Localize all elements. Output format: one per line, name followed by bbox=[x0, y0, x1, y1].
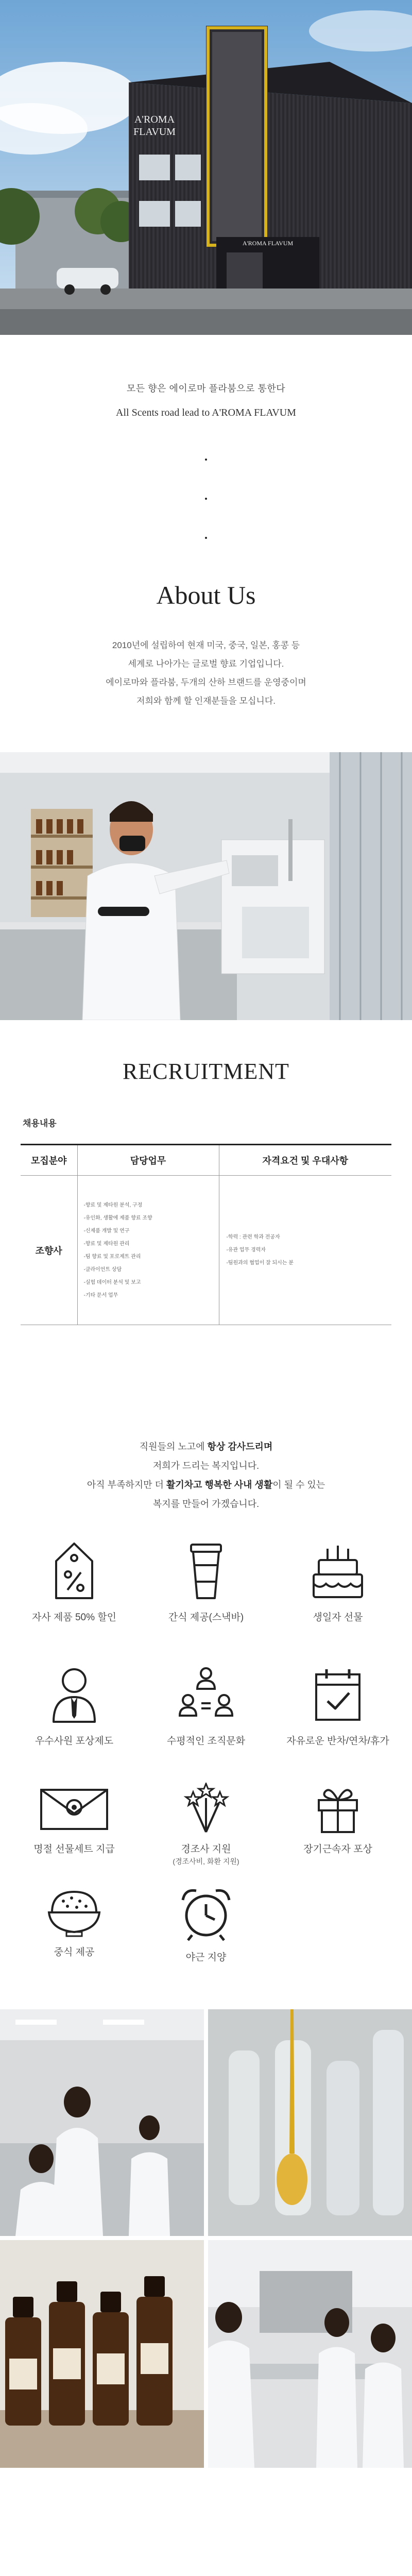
qualification-item: -팀원과의 협업이 잘 되시는 분 bbox=[226, 1260, 294, 1266]
benefit-item bbox=[139, 1886, 273, 1963]
benefit-item bbox=[271, 1540, 405, 1623]
benefit-item bbox=[7, 1540, 141, 1623]
benefit-label: 중식 제공 bbox=[54, 1947, 95, 1958]
duty-item: -기타 문서 업무 bbox=[83, 1292, 118, 1298]
about-line: 2010년에 설립하여 현재 미국, 중국, 일본, 홍콩 등 bbox=[112, 640, 300, 650]
benefits-intro-text: 저희가 드리는 복지입니다. bbox=[152, 1461, 260, 1471]
duty-item: -클라이언트 상담 bbox=[83, 1266, 122, 1273]
divider-dot bbox=[205, 537, 207, 539]
benefit-label: 명절 선물세트 지급 bbox=[33, 1844, 115, 1855]
benefits-intro-text: 직원들의 노고에 bbox=[139, 1442, 208, 1452]
building-sign-top: A'ROMA bbox=[134, 114, 175, 125]
duties-cell bbox=[77, 1176, 219, 1325]
benefit-item bbox=[271, 1664, 405, 1747]
divider-dot bbox=[205, 459, 207, 461]
benefits-intro-text: 아직 부족하지만 더 bbox=[87, 1480, 166, 1490]
about-line: 세계로 나아가는 글로벌 향료 기업입니다. bbox=[128, 659, 284, 669]
duty-item: -신제품 개발 및 연구 bbox=[83, 1228, 130, 1234]
table-row bbox=[21, 1176, 391, 1325]
recruitment-section-label: 채용내용 bbox=[23, 1118, 57, 1128]
tagline-english: All Scents road lead to A'ROMA FLAVUM bbox=[116, 407, 296, 418]
about-line: 저희와 함께 할 인재분들을 모십니다. bbox=[136, 696, 276, 706]
celebration-icon bbox=[178, 1783, 234, 1834]
benefits-intro-text: 이 될 수 있는 bbox=[272, 1480, 325, 1490]
benefit-label: 장기근속자 포상 bbox=[303, 1844, 372, 1855]
benefit-label: 우수사원 포상제도 bbox=[35, 1736, 114, 1747]
benefit-label: 간식 제공(스낵바) bbox=[168, 1612, 244, 1623]
rice-bowl-icon bbox=[46, 1886, 102, 1937]
qualification-item: -유관 업무 경력자 bbox=[226, 1247, 266, 1253]
recruitment-title: RECRUITMENT bbox=[123, 1059, 289, 1084]
duty-item: -팀 향료 및 포로제트 관리 bbox=[83, 1253, 141, 1260]
divider-dot bbox=[205, 498, 207, 500]
qualification-item: -학력 : 관련 학과 전공자 bbox=[226, 1234, 280, 1240]
benefit-label: 야근 지양 bbox=[185, 1952, 227, 1963]
building-sign-entrance: A'ROMA FLAVUM bbox=[242, 240, 294, 247]
benefit-sublabel: (경조사비, 화환 지원) bbox=[173, 1857, 239, 1866]
coffee-cup-icon bbox=[183, 1540, 229, 1602]
duty-item: -실험 데이터 분석 및 보고 bbox=[83, 1279, 141, 1285]
org-chart-icon bbox=[178, 1664, 234, 1726]
benefit-label: 수평적인 조직문화 bbox=[166, 1736, 246, 1747]
benefit-label: 자사 제품 50% 할인 bbox=[32, 1612, 116, 1623]
duty-item: -향료 및 제타원 분석, 구정 bbox=[83, 1202, 143, 1208]
benefits-intro bbox=[0, 1437, 412, 1514]
about-section bbox=[0, 335, 412, 752]
calendar-check-icon bbox=[312, 1664, 364, 1726]
gift-box-icon bbox=[315, 1783, 361, 1834]
benefit-item bbox=[7, 1783, 141, 1855]
benefit-item bbox=[7, 1664, 141, 1747]
benefits-section bbox=[0, 1422, 412, 2009]
benefit-label: 경조사 지원 bbox=[181, 1844, 231, 1855]
benefit-item bbox=[139, 1540, 273, 1623]
benefit-item bbox=[139, 1783, 273, 1867]
benefit-item bbox=[271, 1783, 405, 1855]
duty-item: -향료 및 제타원 관리 bbox=[83, 1241, 130, 1247]
office-photo-grid bbox=[0, 2009, 412, 2468]
about-title: About Us bbox=[156, 581, 256, 609]
about-line: 에이로마와 플라붐, 두개의 산하 브랜드를 운영중이며 bbox=[106, 677, 306, 687]
office-photo bbox=[0, 2009, 204, 2236]
alarm-clock-icon bbox=[178, 1886, 234, 1942]
price-tag-percent-icon bbox=[51, 1540, 97, 1602]
employee-award-icon bbox=[48, 1664, 100, 1726]
recruitment-section bbox=[0, 1020, 412, 1422]
tagline-korean: 모든 향은 에이로마 플라붐으로 통한다 bbox=[126, 383, 286, 394]
table-header-row bbox=[21, 1145, 391, 1176]
hero-building-photo bbox=[0, 0, 412, 335]
column-header-field: 모집분야 bbox=[21, 1145, 77, 1176]
position-field: 조향사 bbox=[21, 1176, 77, 1325]
duty-item: -유인화, 생활에 제품 향료 조향 bbox=[83, 1215, 152, 1221]
qualifications-cell bbox=[219, 1176, 391, 1325]
benefit-label: 자유로운 반차/연차/휴가 bbox=[286, 1736, 389, 1747]
benefits-intro-emphasis: 활기차고 행복한 사내 생활 bbox=[166, 1480, 273, 1490]
benefit-item bbox=[7, 1886, 141, 1958]
brown-bottles-photo bbox=[0, 2240, 204, 2468]
benefits-intro-text: 복지를 만들어 가겠습니다. bbox=[152, 1499, 260, 1509]
birthday-cake-icon bbox=[310, 1540, 366, 1602]
column-header-qualifications: 자격요건 및 우대사항 bbox=[219, 1145, 391, 1176]
benefits-intro-emphasis: 항상 감사드리며 bbox=[207, 1442, 273, 1452]
gift-envelope-icon bbox=[38, 1783, 110, 1834]
lab-researcher-photo bbox=[0, 752, 412, 1020]
building-sign-top-second: FLAVUM bbox=[133, 126, 176, 138]
column-header-duties: 담당업무 bbox=[77, 1145, 219, 1176]
about-description bbox=[0, 636, 412, 710]
benefit-label: 생일자 선물 bbox=[313, 1612, 363, 1623]
perfume-bottles-photo bbox=[208, 2009, 412, 2236]
recruitment-table bbox=[21, 1144, 391, 1325]
benefit-item bbox=[139, 1664, 273, 1747]
lab-team-photo bbox=[208, 2240, 412, 2468]
